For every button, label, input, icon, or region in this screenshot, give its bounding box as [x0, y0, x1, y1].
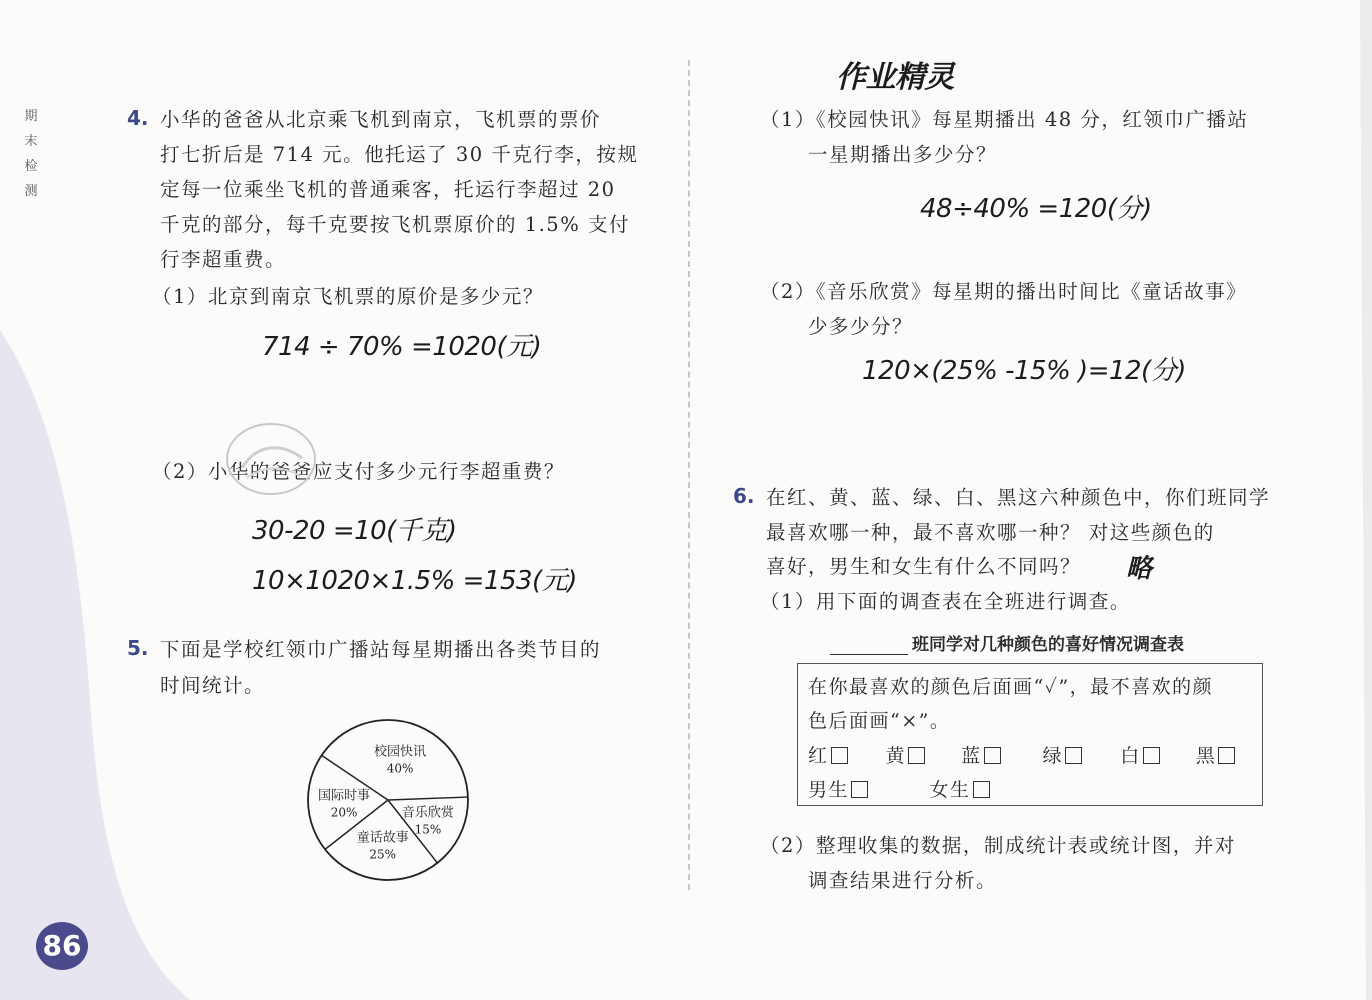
pie-slice-value: 15% — [414, 822, 442, 837]
gender-checkbox[interactable] — [851, 781, 868, 798]
color-label: 白 — [1120, 745, 1141, 767]
gender-label: 男生 — [808, 779, 850, 801]
q4-number: 4. — [127, 106, 149, 130]
pie-slice-label: 国际时事 — [318, 788, 371, 804]
pie-chart — [298, 717, 478, 883]
q5-sub2-line: 少多少分？ — [808, 315, 914, 338]
gender-checkbox[interactable] — [973, 781, 990, 798]
q6-line: 在红、黄、蓝、绿、白、黑这六种颜色中，你们班同学 — [766, 486, 1271, 509]
pie-slice-value: 20% — [330, 805, 358, 820]
pie-slice-value: 25% — [369, 847, 397, 862]
q5-sub1-line: （1）《校园快讯》每星期播出 48 分，红领巾广播站 — [760, 108, 1249, 131]
color-options-row — [808, 741, 1246, 768]
q5-answer1: 48÷40% =120(分) — [920, 194, 1152, 224]
color-option — [1196, 741, 1246, 768]
q4-answer2a: 30-20 =10(千克) — [252, 516, 457, 546]
color-checkbox[interactable] — [1143, 747, 1160, 764]
q5-answer2: 120×(25% -15% )=12(分) — [862, 356, 1186, 386]
q6-line: 最喜欢哪一种，最不喜欢哪一种？ 对这些颜色的 — [766, 521, 1215, 544]
color-label: 蓝 — [961, 745, 982, 767]
page-divider — [688, 60, 690, 890]
q5-sub1-line: 一星期播出多少分？ — [808, 143, 998, 166]
color-label: 红 — [808, 745, 829, 767]
pie-slice-label: 校园快讯 — [374, 744, 427, 760]
pie-slice-label: 音乐欣赏 — [401, 805, 454, 821]
q5-number: 5. — [127, 636, 149, 660]
color-label: 绿 — [1042, 745, 1064, 767]
q6-sub2-line: 调查结果进行分析。 — [808, 869, 998, 892]
color-option — [1043, 741, 1113, 768]
color-checkbox[interactable] — [1065, 747, 1082, 764]
color-checkbox[interactable] — [831, 747, 848, 764]
color-checkbox[interactable] — [908, 747, 925, 764]
side-label-char: 期 — [24, 109, 38, 124]
page-number: 86 — [36, 922, 88, 970]
color-option — [808, 741, 878, 768]
class-name-blank[interactable] — [830, 636, 908, 655]
q6-sub2-line: （2）整理收集的数据，制成统计表或统计图，并对 — [760, 834, 1236, 857]
gender-option — [808, 775, 922, 802]
survey-title — [830, 630, 1184, 655]
gender-label: 女生 — [929, 779, 971, 801]
side-label-char: 测 — [24, 184, 38, 199]
side-label-char: 检 — [24, 159, 38, 174]
gender-option — [930, 775, 1010, 802]
color-label: 黄 — [885, 745, 907, 767]
q6-sub1: （1）用下面的调查表在全班进行调查。 — [760, 590, 1131, 613]
q4-answer2b: 10×1020×1.5% =153(元) — [252, 566, 577, 596]
side-label-char: 末 — [24, 134, 38, 149]
survey-title-text: 班同学对几种颜色的喜好情况调查表 — [912, 635, 1184, 655]
q6-line: 喜好，男生和女生有什么不同吗？ — [766, 555, 1082, 578]
pie-slice-boundary — [388, 797, 468, 800]
gender-options-row — [808, 775, 1010, 802]
q4-sub1: （1）北京到南京飞机票的原价是多少元？ — [152, 285, 544, 308]
q4-sub2: （2）小华的爸爸应支付多少元行李超重费？ — [152, 460, 565, 483]
q4-line: 行李超重费。 — [160, 248, 287, 271]
color-checkbox[interactable] — [1218, 747, 1235, 764]
q6-number: 6. — [733, 484, 755, 508]
survey-box-line: 色后面画“×”。 — [808, 710, 951, 732]
color-checkbox[interactable] — [984, 747, 1001, 764]
color-option — [886, 741, 954, 768]
q4-line: 小华的爸爸从北京乘飞机到南京，飞机票的票价 — [160, 108, 602, 131]
side-label — [22, 104, 40, 204]
q4-answer1: 714 ÷ 70% =1020(元) — [262, 332, 542, 362]
q4-line: 定每一位乘坐飞机的普通乘客，托运行李超过 20 — [160, 178, 616, 201]
color-option — [1120, 741, 1188, 768]
q4-line: 千克的部分，每千克要按飞机票原价的 1.5% 支付 — [160, 213, 630, 236]
pie-slice-value: 40% — [386, 761, 414, 776]
color-label: 黑 — [1195, 745, 1217, 767]
q5-line: 下面是学校红领巾广播站每星期播出各类节目的 — [160, 638, 602, 661]
q6-hand-note: 略 — [1126, 554, 1152, 584]
color-option — [961, 741, 1035, 768]
top-handwriting: 作业精灵 — [836, 60, 954, 95]
q5-sub2-line: （2）《音乐欣赏》每星期的播出时间比《童话故事》 — [760, 280, 1248, 303]
watermark-stamp — [222, 418, 320, 500]
q4-line: 打七折后是 714 元。他托运了 30 千克行李，按规 — [160, 143, 639, 166]
q5-line: 时间统计。 — [160, 674, 266, 697]
survey-box-line: 在你最喜欢的颜色后面画“✓”，最不喜欢的颜 — [808, 676, 1214, 698]
pie-slice-label: 童话故事 — [356, 830, 409, 846]
